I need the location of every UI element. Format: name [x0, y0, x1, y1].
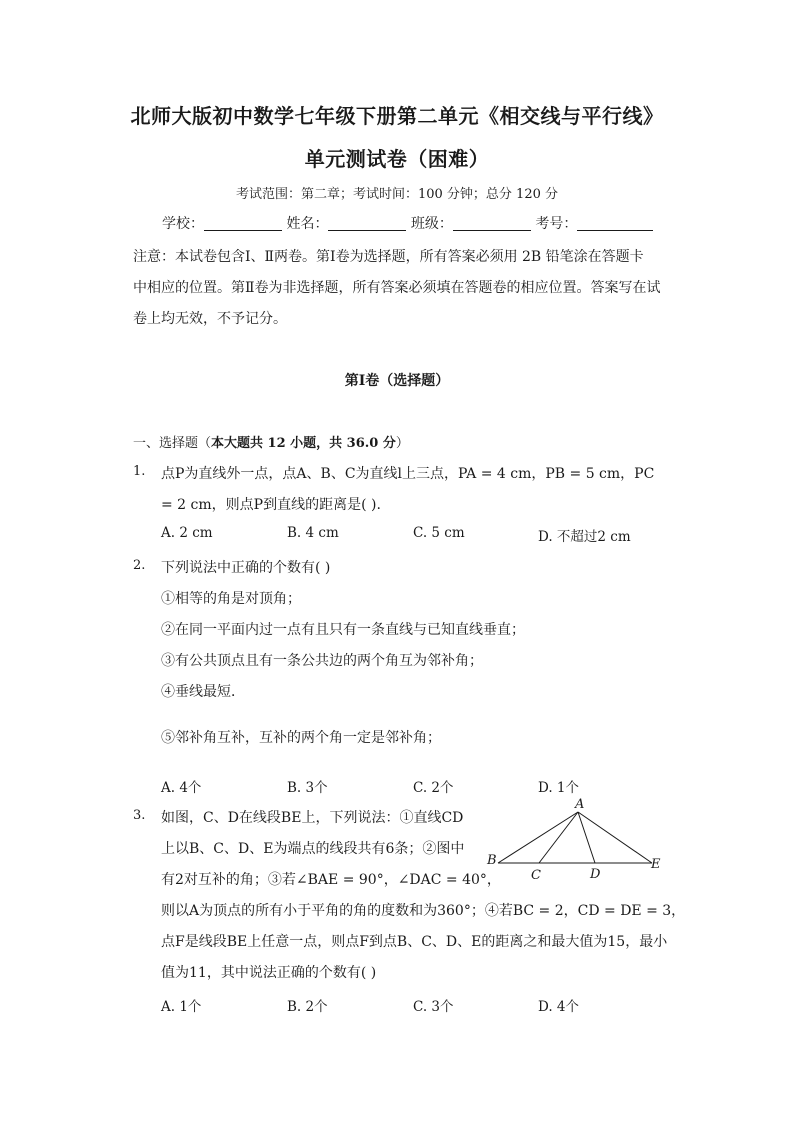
question-2-option-c: C. 2个: [413, 780, 454, 796]
question-2-option-d: D. 1个: [538, 780, 580, 796]
class-blank: [453, 216, 531, 231]
question-3-option-b: B. 2个: [287, 999, 328, 1015]
question-2-option-a: A. 4个: [161, 780, 202, 796]
question-3-option-d: D. 4个: [538, 999, 580, 1015]
notice-line-2: 中相应的位置。第Ⅱ卷为非选择题，所有答案必须填在答题卷的相应位置。答案写在试: [133, 280, 661, 296]
student-info-row: [162, 213, 653, 233]
number-label: 考号：: [535, 216, 578, 232]
question-1-number: 1.: [133, 464, 146, 479]
class-label: 班级：: [410, 216, 453, 232]
question-3-line-3: 有2对互补的角；③若∠BAE = 90°，∠DAC = 40°，: [161, 872, 501, 888]
section-heading: [133, 432, 409, 451]
point-b-label: B: [487, 853, 497, 868]
question-2-statement-5: ⑤邻补角互补，互补的两个角一定是邻补角；: [161, 730, 441, 746]
question-3-line-5: 点F是线段BE上任意一点，则点F到点B、C、D、E的距离之和最大值为15，最小: [161, 934, 668, 950]
question-3-line-1: 如图，C、D在线段BE上，下列说法：①直线CD: [161, 810, 464, 826]
segment-ae: [578, 812, 652, 863]
exam-info: 考试范围：第二章；考试时间：100 分钟；总分 120 分: [235, 187, 559, 202]
section-heading-suffix: ）: [395, 436, 409, 451]
question-2-statement-2: ②在同一平面内过一点有且只有一条直线与已知直线垂直；: [161, 622, 525, 638]
question-1-option-b: B. 4 cm: [287, 525, 339, 541]
question-3-option-c: C. 3个: [413, 999, 454, 1015]
notice-line-3: 卷上均无效，不予记分。: [133, 311, 287, 327]
notice-line-1: 注意：本试卷包含Ⅰ、Ⅱ两卷。第Ⅰ卷为选择题，所有答案必须用 2B 铅笔涂在答题卡: [133, 249, 644, 265]
point-d-label: D: [590, 867, 601, 882]
name-label: 姓名：: [286, 216, 329, 232]
question-3-line-2: 上以B、C、D、E为端点的线段共有6条；②图中: [161, 841, 465, 857]
question-2-statement-3: ③有公共顶点且有一条公共边的两个角互为邻补角；: [161, 653, 483, 669]
point-a-label: A: [575, 797, 585, 812]
question-1-line-1: 点P为直线外一点，点A、B、C为直线l上三点，PA = 4 cm，PB = 5 cm，PC: [161, 466, 655, 482]
school-label: 学校：: [162, 216, 204, 232]
number-blank: [577, 216, 653, 231]
question-1-line-2: = 2 cm，则点P到直线的距离是( ).: [161, 497, 381, 513]
name-blank: [328, 216, 406, 231]
segment-ac: [539, 812, 578, 863]
question-3-number: 3.: [133, 808, 146, 823]
exam-title-line1: 北师大版初中数学七年级下册第二单元《相交线与平行线》: [130, 104, 664, 128]
school-blank: [204, 216, 282, 231]
point-c-label: C: [531, 868, 541, 883]
segment-ab: [498, 812, 578, 863]
question-2-number: 2.: [133, 558, 146, 573]
question-2-statement-4: ④垂线最短．: [161, 684, 245, 700]
question-1-option-d: D. 不超过2 cm: [538, 529, 631, 545]
section-heading-prefix: 一、选择题（: [133, 436, 212, 451]
question-2-option-b: B. 3个: [287, 780, 328, 796]
question-3-option-a: A. 1个: [161, 999, 202, 1015]
triangle-figure: [480, 790, 670, 890]
segment-ad: [578, 812, 595, 863]
point-e-label: E: [651, 857, 661, 872]
question-2-line-1: 下列说法中正确的个数有( ): [161, 560, 331, 576]
question-1-option-a: A. 2 cm: [161, 525, 213, 541]
section-heading-bold: 本大题共 12 小题，共 36.0 分: [211, 436, 396, 451]
question-3-line-6: 值为11，其中说法正确的个数有( ): [161, 965, 377, 981]
exam-title-line2: 单元测试卷（困难）: [304, 147, 490, 171]
volume-title: 第Ⅰ卷（选择题）: [344, 373, 450, 389]
question-1-option-c: C. 5 cm: [413, 525, 465, 541]
question-2-statement-1: ①相等的角是对顶角；: [161, 591, 301, 607]
question-3-line-4: 则以A为顶点的所有小于平角的角的度数和为360°；④若BC = 2，CD = DE = 3，: [161, 903, 686, 919]
